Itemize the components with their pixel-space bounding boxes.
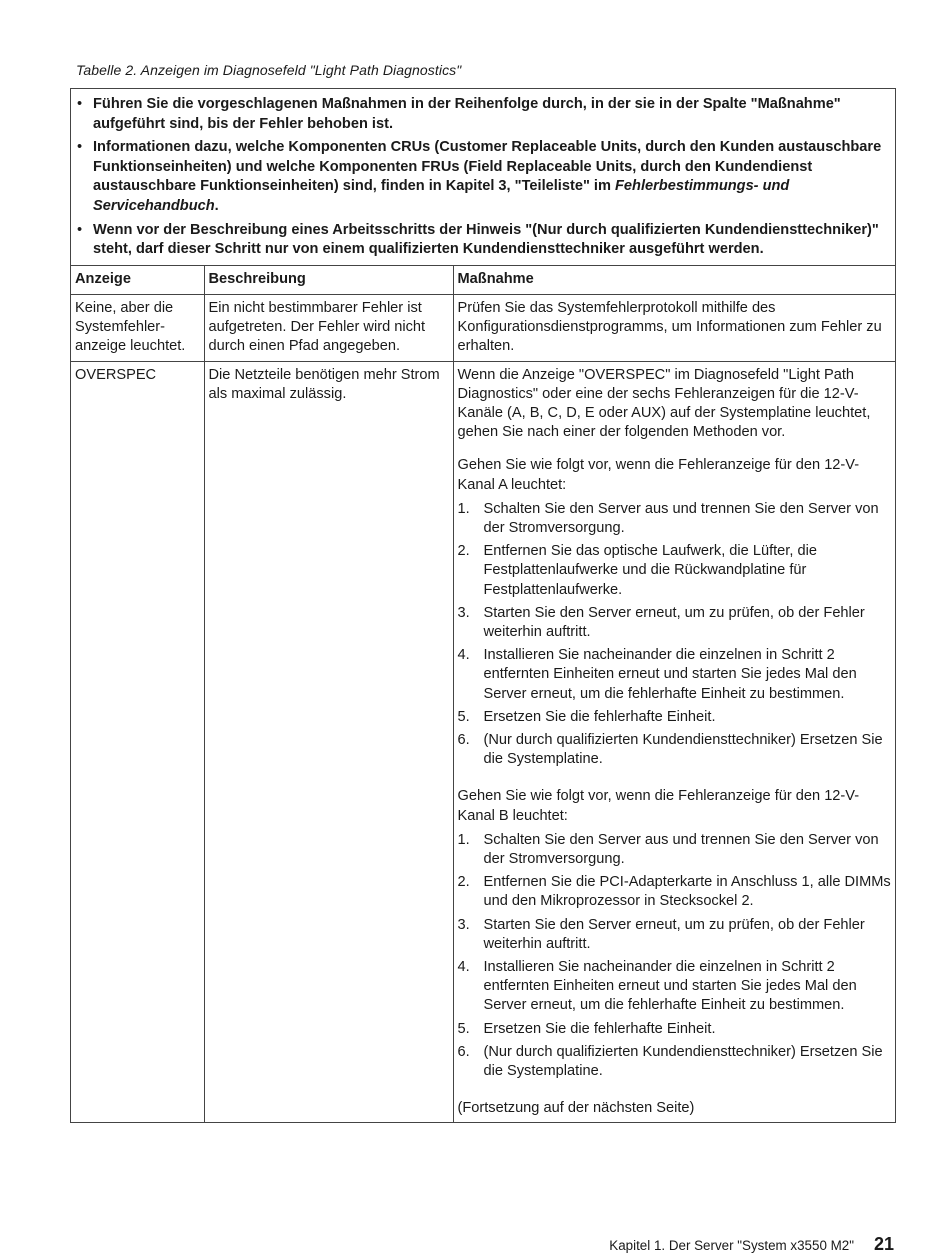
note-item	[77, 221, 887, 260]
list-item: 5. Ersetzen Sie die fehlerhafte Einheit.	[457, 1020, 716, 1037]
list-item: 1. Schalten Sie den Server aus und trennen Sie den Server von der Stromversorgung.	[457, 500, 879, 536]
list-item: 6. (Nur durch qualifizierten Kundendiensttechniker) Ersetzen Sie die Systemplatine.	[457, 732, 883, 768]
list-item: 3. Starten Sie den Server erneut, um zu prüfen, ob der Fehler weiterhin auftritt.	[457, 604, 865, 640]
note-text-end: .	[214, 197, 219, 214]
list-item: 1. Schalten Sie den Server aus und trennen Sie den Server von der Stromversorgung.	[457, 831, 879, 868]
group-heading: Gehen Sie wie folgt vor, wenn die Fehleranzeige für den 12-V-Kanal A leuchtet:	[457, 457, 860, 493]
cell-indicator: Keine, aber die Systemfehler-anzeige leuchtet.	[71, 294, 204, 361]
table-notes	[71, 89, 895, 266]
list-item: 2. Entfernen Sie die PCI-Adapterkarte in Anschluss 1, alle DIMMs und den Mikroprozessor in Stecksockel 2.	[457, 874, 891, 910]
note-text: Führen Sie die vorgeschlagenen Maßnahmen in der Reihenfolge durch, in der sie in der Spalte "Maßnahme" aufgeführt sind, bis der Fehler behoben ist.	[93, 96, 841, 132]
note-item	[77, 95, 887, 134]
column-header-beschreibung: Beschreibung	[204, 266, 453, 295]
step-list	[458, 500, 892, 770]
table-header-row	[71, 266, 895, 295]
table-row	[71, 361, 895, 1122]
note-text: Informationen dazu, welche Komponenten CRUs (Customer Replaceable Units, durch den Kunden austauschbare Funktionseinheiten) und welche Komponenten FRUs (Field Replaceable Units, durch den Kundendienst austauschbare Funktionseinheiten) sind, finden in Kapitel 3, "Teileliste" im	[93, 139, 882, 195]
page-footer	[609, 1234, 894, 1255]
bullet-icon: •	[77, 139, 83, 156]
step-list	[458, 831, 892, 1081]
note-book-title: Fehlerbestimmungs- und Servicehandbuch	[93, 178, 790, 214]
bullet-icon: •	[77, 221, 83, 238]
bullet-icon: •	[77, 96, 83, 112]
cell-indicator: OVERSPEC	[71, 361, 204, 1122]
list-item: 3. Starten Sie den Server erneut, um zu prüfen, ob der Fehler weiterhin auftritt.	[457, 916, 865, 952]
table-caption: Tabelle 2. Anzeigen im Diagnosefeld "Light Path Diagnostics"	[76, 62, 462, 78]
table-row	[71, 294, 895, 361]
list-item: 4. Installieren Sie nacheinander die einzelnen in Schritt 2 entfernten Einheiten erneut und starten Sie jedes Mal den Server erneut, um die fehlerhafte Einheit zu bestimmen.	[457, 647, 857, 702]
footer-chapter: Kapitel 1. Der Server "System x3550 M2"	[609, 1238, 854, 1253]
cell-action: Prüfen Sie das Systemfehlerprotokoll mithilfe des Konfigurationsdienstprogramms, um Informationen zum Fehler zu erhalten.	[453, 294, 895, 361]
cell-action	[453, 361, 895, 1122]
diagnostics-table	[70, 88, 896, 1123]
list-item: 5. Ersetzen Sie die fehlerhafte Einheit.	[457, 708, 716, 725]
indicator-table	[71, 266, 895, 1123]
continuation-note: (Fortsetzung auf der nächsten Seite)	[457, 1100, 695, 1117]
list-item: 4. Installieren Sie nacheinander die einzelnen in Schritt 2 entfernten Einheiten erneut und starten Sie jedes Mal den Server erneut, um die fehlerhafte Einheit zu bestimmen.	[457, 959, 857, 1014]
list-item: 6. (Nur durch qualifizierten Kundendiensttechniker) Ersetzen Sie die Systemplatine.	[457, 1043, 883, 1080]
list-item: 2. Entfernen Sie das optische Laufwerk, die Lüfter, die Festplattenlaufwerke und die Rückwandplatine für Festplattenlaufwerke.	[457, 543, 817, 598]
group-heading: Gehen Sie wie folgt vor, wenn die Fehleranzeige für den 12-V-Kanal B leuchtet:	[457, 788, 860, 824]
column-header-massnahme: Maßnahme	[453, 266, 895, 295]
column-header-anzeige: Anzeige	[71, 266, 204, 295]
cell-description: Ein nicht bestimmbarer Fehler ist aufgetreten. Der Fehler wird nicht durch einen Pfad angegeben.	[204, 294, 453, 361]
note-text: Wenn vor der Beschreibung eines Arbeitsschritts der Hinweis "(Nur durch qualifizierten Kundendiensttechniker)" steht, darf dieser Schritt nur von einem qualifizierten Kundendiensttechniker ausgeführt werden.	[93, 221, 879, 258]
note-item	[77, 138, 887, 216]
cell-description: Die Netzteile benötigen mehr Strom als maximal zulässig.	[204, 361, 453, 1122]
action-intro: Wenn die Anzeige "OVERSPEC" im Diagnosefeld "Light Path Diagnostics" oder eine der sechs Fehleranzeigen für die 12-V-Kanäle (A, B, C, D, E oder AUX) auf der Systemplatine leuchtet, gehen Sie nach einer der folgenden Methoden vor.	[457, 366, 871, 441]
page-number: 21	[873, 1234, 894, 1254]
